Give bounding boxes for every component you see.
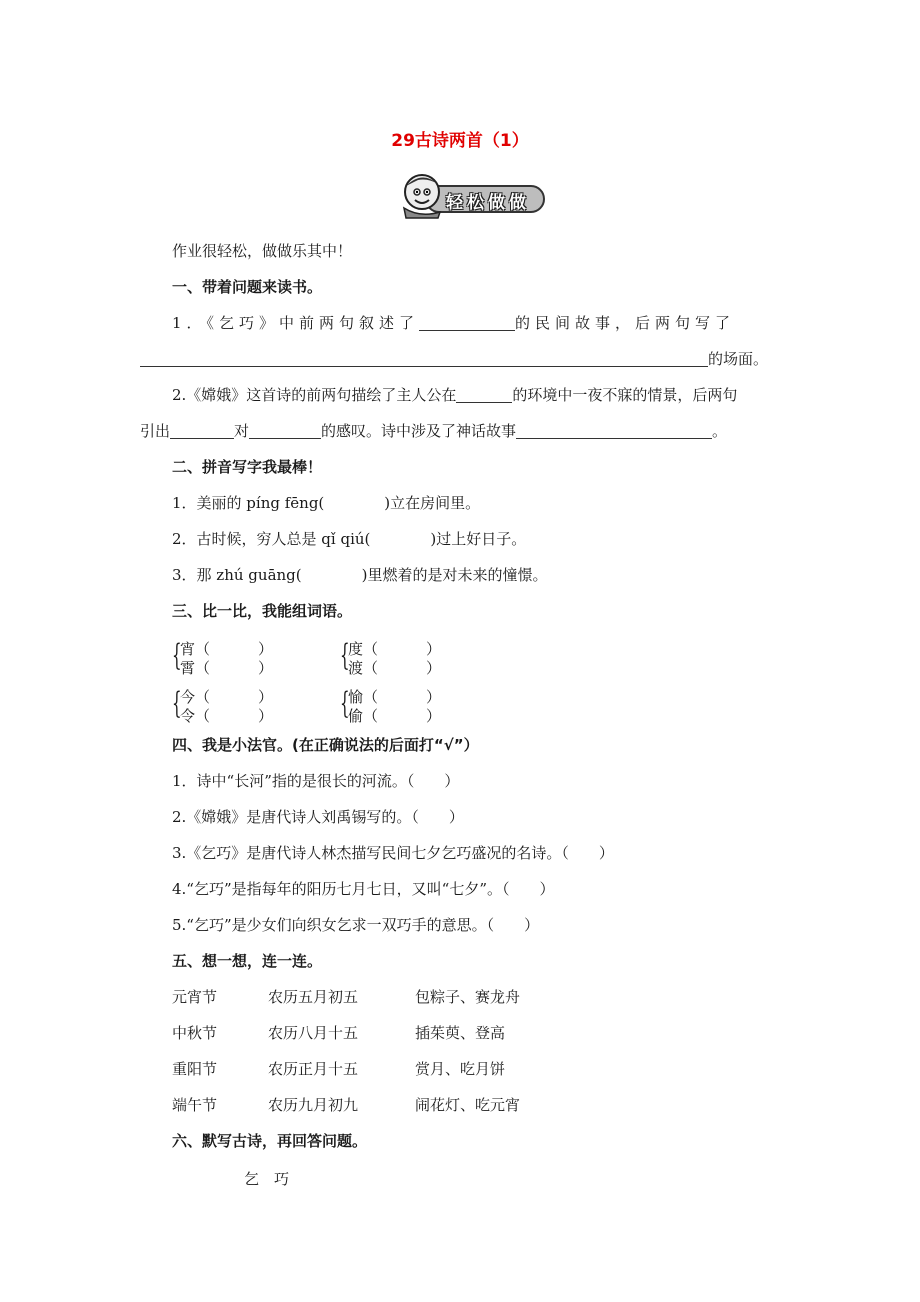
compare-group (340, 636, 450, 678)
festival-name: 元宵节 (172, 988, 218, 1006)
festival-custom: 闹花灯、吃元宵 (415, 1096, 521, 1114)
compare-close-a: ） (426, 640, 442, 658)
section6-heading: 六、默写古诗，再回答问题。 (172, 1132, 368, 1150)
q1-blank-1[interactable] (419, 315, 515, 331)
compare-close-b: ） (426, 707, 442, 725)
judge-item: 1．诗中“长河”指的是很长的河流。（ ） (172, 772, 460, 790)
section4-heading: 四、我是小法官。(在正确说法的后面打“√”） (172, 736, 479, 754)
pinyin-item (172, 528, 526, 550)
compare-word-a: 度（ (348, 640, 379, 658)
q1-blank-2[interactable] (140, 351, 708, 367)
q2-text-b: 的环境中一夜不寐的情景，后两句 (512, 386, 738, 404)
pinyin-item-post: )里燃着的是对未来的憧憬。 (361, 566, 548, 584)
q2-text-e: 的感叹。诗中涉及了神话故事 (321, 422, 517, 440)
pinyin-item-pre: 2．古时候，穷人总是 qǐ qiú( (172, 530, 371, 548)
section5-heading: 五、想一想，连一连。 (172, 952, 323, 970)
pinyin-item-pre: 3．那 zhú guāng( (172, 566, 302, 584)
festival-custom: 插茱萸、登高 (415, 1024, 506, 1042)
q2-line2 (140, 420, 727, 442)
q1-line1 (172, 312, 735, 334)
poem-title: 乞 巧 (244, 1170, 290, 1188)
compare-word-a: 愉（ (348, 688, 379, 706)
q2-blank-2[interactable] (170, 423, 234, 439)
compare-close-a: ） (426, 688, 442, 706)
judge-item: 2.《嫦娥》是唐代诗人刘禹锡写的。（ ） (172, 808, 464, 826)
q2-line1 (172, 384, 737, 406)
brace-icon: { (172, 686, 182, 721)
judge-item: 3.《乞巧》是唐代诗人林杰描写民间七夕乞巧盛况的名诗。（ ） (172, 844, 614, 862)
festival-name: 端午节 (172, 1096, 218, 1114)
q1-line2 (140, 348, 768, 370)
q2-text-f: 。 (712, 422, 728, 440)
pinyin-item-pre: 1．美丽的 píng fēng( (172, 494, 325, 512)
festival-name: 重阳节 (172, 1060, 218, 1078)
compare-word-b: 霄（ (180, 659, 211, 677)
compare-word-b: 令（ (180, 707, 211, 725)
compare-group (172, 636, 282, 678)
festival-custom: 包粽子、赛龙舟 (415, 988, 521, 1006)
section2-heading: 二、拼音写字我最棒！ (172, 458, 323, 476)
section1-heading: 一、带着问题来读书。 (172, 278, 323, 296)
q2-blank-1[interactable] (456, 387, 512, 403)
page-title: 29古诗两首（1） (391, 131, 529, 151)
compare-word-a: 宵（ (180, 640, 211, 658)
q2-text-a: 2.《嫦娥》这首诗的前两句描绘了主人公在 (172, 386, 457, 404)
compare-group (172, 684, 282, 726)
badge-label: 轻松做做 (446, 193, 530, 213)
festival-date: 农历八月十五 (268, 1024, 359, 1042)
festival-custom: 赏月、吃月饼 (415, 1060, 506, 1078)
festival-date: 农历九月初九 (268, 1096, 359, 1114)
pinyin-item-post: )立在房间里。 (384, 494, 481, 512)
brace-icon: { (340, 686, 350, 721)
judge-item: 5.“乞巧”是少女们向织女乞求一双巧手的意思。（ ） (172, 916, 540, 934)
compare-close-a: ） (258, 640, 274, 658)
intro-text: 作业很轻松，做做乐其中！ (172, 242, 353, 260)
q1-text-b: 的民间故事，后两句写了 (515, 314, 736, 332)
pinyin-item-post: )过上好日子。 (430, 530, 527, 548)
q2-text-c: 引出 (140, 422, 171, 440)
brace-icon: { (172, 638, 182, 673)
festival-name: 中秋节 (172, 1024, 218, 1042)
festival-date: 农历五月初五 (268, 988, 359, 1006)
judge-item: 4.“乞巧”是指每年的阳历七月七日，又叫“七夕”。（ ） (172, 880, 555, 898)
compare-word-b: 渡（ (348, 659, 379, 677)
compare-close-b: ） (426, 659, 442, 677)
brace-icon: { (340, 638, 350, 673)
compare-word-b: 偷（ (348, 707, 379, 725)
pinyin-item (172, 492, 480, 514)
q1-text-c: 的场面。 (708, 350, 769, 368)
pinyin-item (172, 564, 547, 586)
q2-text-d: 对 (234, 422, 250, 440)
festival-date: 农历正月十五 (268, 1060, 359, 1078)
compare-close-a: ） (258, 688, 274, 706)
cartoon-badge (398, 168, 548, 220)
compare-word-a: 今（ (180, 688, 211, 706)
compare-group (340, 684, 450, 726)
q1-text-a: 1．《乞巧》中前两句叙述了 (172, 314, 420, 332)
section3-heading: 三、比一比，我能组词语。 (172, 602, 353, 620)
q2-blank-3[interactable] (249, 423, 321, 439)
compare-close-b: ） (258, 707, 274, 725)
compare-close-b: ） (258, 659, 274, 677)
q2-blank-4[interactable] (516, 423, 712, 439)
